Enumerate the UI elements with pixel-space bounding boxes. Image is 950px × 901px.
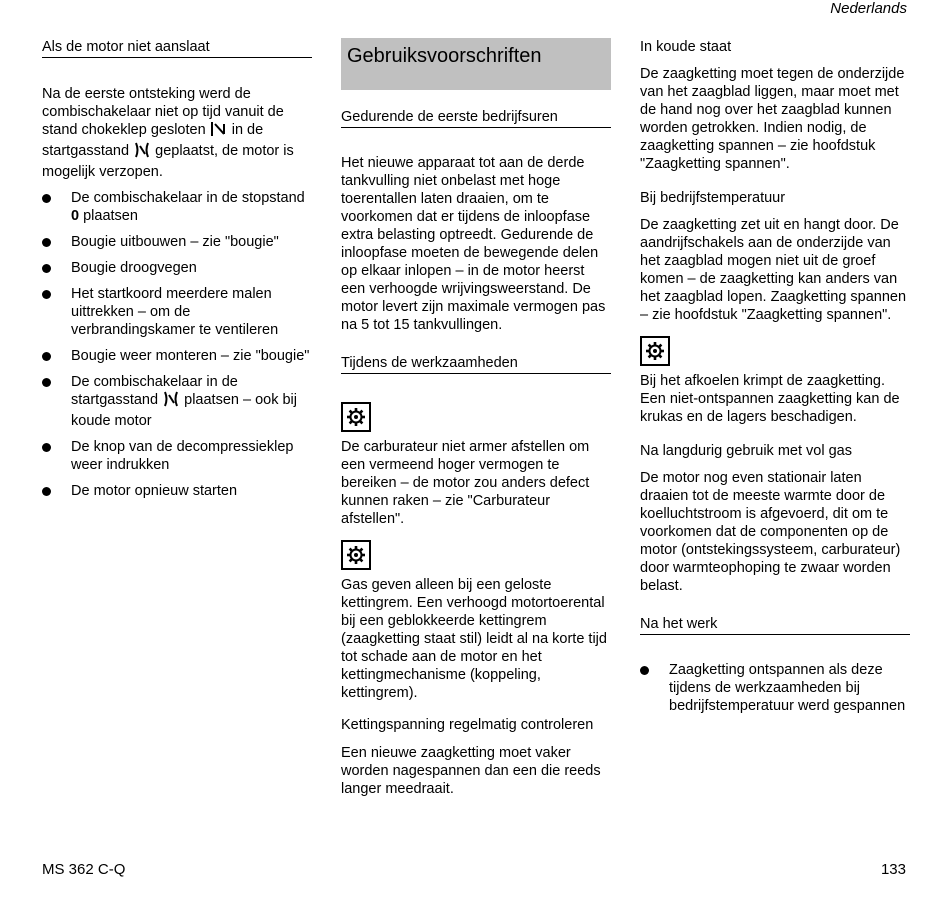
paragraph-carburetor: De carburateur niet armer afstellen om een vermeend hoger vermogen te bereiken – de motor zou anders defect kunnen raken – zie "Carburateur afstellen".: [341, 439, 590, 527]
stop-position-value: 0: [71, 208, 80, 224]
gear-icon: [341, 402, 371, 432]
list-item: [42, 373, 312, 430]
start-throttle-icon: [162, 391, 180, 412]
paragraph-new-chain: Een nieuwe zaagketting moet vaker worden nagespannen dan een die reeds langer meedraait.: [341, 745, 601, 797]
bullet-icon: [42, 352, 51, 361]
bullet-icon: [640, 666, 649, 675]
intro-text-3: geplaatst, de motor is mogelijk verzopen.: [42, 143, 294, 180]
list-item-text: Bougie weer monteren – zie "bougie": [71, 348, 310, 364]
bullet-icon: [42, 238, 51, 247]
paragraph-chain-brake: Gas geven alleen bij een geloste kettingrem. Een verhoogd motortoerental bij een geblokkeerde kettingrem (zaagketting staat stil) leidt al na korte tijd tot schade aan de motor en het kettingmechanisme (koppeling, kettingrem).: [341, 577, 607, 701]
list-item-text: De motor opnieuw starten: [71, 483, 238, 499]
start-throttle-icon: [133, 142, 151, 163]
list-item-text: De combischakelaar in de startgasstand: [71, 374, 238, 408]
list-item: [42, 259, 312, 277]
list-item: [42, 347, 312, 365]
list-item: [42, 233, 312, 251]
footer-model: MS 362 C-Q: [42, 861, 126, 878]
column-left: [42, 38, 312, 500]
column-middle: [341, 38, 611, 798]
page-number: 133: [880, 861, 906, 878]
choke-position-icon: [210, 121, 228, 142]
list-item-text: plaatsen – ook bij koude motor: [71, 392, 297, 429]
list-item-text: Bougie uitbouwen – zie "bougie": [71, 234, 279, 250]
bullet-icon: [42, 487, 51, 496]
heading-cold-state: In koude staat: [640, 39, 732, 55]
list-item-text: plaatsen: [83, 208, 138, 224]
column-right: [640, 38, 910, 715]
list-item-text: De combischakelaar in de stopstand: [71, 190, 305, 206]
list-item: [42, 482, 312, 500]
bullet-icon: [42, 290, 51, 299]
bullet-icon: [42, 378, 51, 387]
language-label: Nederlands: [830, 0, 907, 17]
paragraph-cold-state: De zaagketting moet tegen de onderzijde van het zaagblad liggen, maar moet met de hand nog over het zaagblad kunnen worden getrokken. Indien nodig, de zaagketting spannen – zie hoofdstuk "Zaagketting spannen".: [640, 66, 905, 172]
gear-icon: [341, 540, 371, 570]
paragraph-break-in: Het nieuwe apparaat tot aan de derde tankvulling niet onbelast met hoge toerentallen laten draaien, om te voorkomen dat er tijdens de inloopfase extra belasting optreedt. Gedurende de inloopfase moeten de bewegende delen op elkaar inlopen – in de motor heerst een verhoogde wrijvingsweerstand. De motor levert zijn maximale vermogen pas na 5 tot 15 tankvullingen.: [341, 155, 606, 333]
section-title: Gebruiksvoorschriften: [341, 38, 611, 90]
bullet-icon: [42, 194, 51, 203]
heading-engine-not-starting: Als de motor niet aanslaat: [42, 38, 312, 58]
bullet-icon: [42, 264, 51, 273]
after-work-list: [640, 661, 910, 715]
heading-after-work: Na het werk: [640, 615, 910, 635]
paragraph-full-throttle: De motor nog even stationair laten draaien tot de meeste warmte door de koelluchtstroom is afgevoerd, dit om te voorkomen dat de componenten op de motor (ontstekingssysteem, carburateur) door warmteophoping te zwaar worden belast.: [640, 470, 901, 594]
list-item-text: Bougie droogvegen: [71, 260, 197, 276]
gear-icon: [640, 336, 670, 366]
intro-paragraph: [42, 85, 312, 181]
intro-text-1: Na de eerste ontsteking werd de combischakelaar niet op tijd vanuit de stand chokeklep gesloten: [42, 86, 284, 138]
list-item: [640, 661, 910, 715]
paragraph-operating-temperature: De zaagketting zet uit en hangt door. De aandrijfschakels aan de onderzijde van het zaagblad mogen niet uit de groef komen – de zaagketting kan anders van het zaagblad lopen. Zaagketting spannen – zie hoofdstuk "Zaagketting spannen".: [640, 217, 907, 323]
heading-operating-temperature: Bij bedrijfstemperatuur: [640, 190, 786, 206]
heading-first-hours: Gedurende de eerste bedrijfsuren: [341, 108, 611, 128]
heading-during-work: Tijdens de werkzaamheden: [341, 354, 611, 374]
heading-check-chain-tension: Kettingspanning regelmatig controleren: [341, 717, 594, 733]
list-item: [42, 189, 312, 225]
procedure-list: [42, 189, 312, 500]
heading-full-throttle: Na langdurig gebruik met vol gas: [640, 443, 852, 459]
list-item-text: Het startkoord meerdere malen uittrekken – om de verbrandingskamer te ventileren: [71, 286, 279, 338]
list-item-text: De knop van de decompressieklep weer indrukken: [71, 439, 294, 473]
bullet-icon: [42, 443, 51, 452]
paragraph-cooling: Bij het afkoelen krimpt de zaagketting. Een niet-ontspannen zaagketting kan de krukas en de lagers beschadigen.: [640, 373, 900, 425]
list-item: [42, 438, 312, 474]
list-item: [42, 285, 312, 339]
intro-text-2: in de startgasstand: [42, 122, 264, 159]
list-item-text: Zaagketting ontspannen als deze tijdens de werkzaamheden bij bedrijfstemperatuur werd gespannen: [669, 662, 906, 714]
